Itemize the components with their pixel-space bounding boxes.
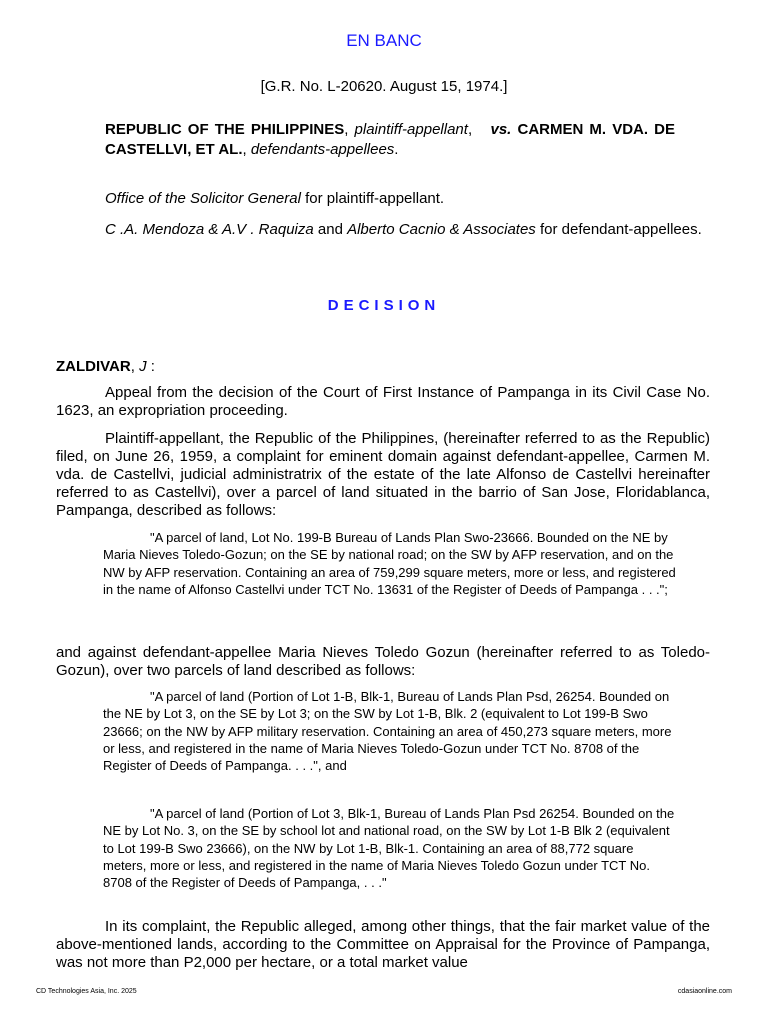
counsel-defendants-a: C .A. Mendoza & A.V . Raquiza	[105, 221, 314, 238]
paragraph-3: and against defendant-appellee Maria Nieves Toledo Gozun (hereinafter referred to as Toledo-Gozun), over two parcels of land described as follows:	[56, 644, 710, 679]
footer-website: cdasiaonline.com	[677, 988, 732, 995]
counsel-defendants	[56, 220, 710, 240]
ponente-name: ZALDIVAR	[56, 358, 131, 375]
plaintiff-role: plaintiff-appellant	[354, 121, 468, 138]
paragraph-4: In its complaint, the Republic alleged, among other things, that the fair market value of the above-mentioned lands, according to the Committee on Appraisal for the Province of Pampanga, was not more than P2,000 per hectare, or a total market value	[56, 918, 710, 971]
quote-2	[103, 688, 677, 774]
quote-3-text: "A parcel of land (Portion of Lot 3, Blk-1, Bureau of Lands Plan Psd 26254. Bounded on the NE by Lot No. 3, on the SE by school lot and national road, on the SW by Lot 1-B Blk 2 (equivalent to Lot 199-B Swo 23666), on the NW by Lot 1-B, Blk-1. Containing an area of 88,772 square meters, more or less, and registered in the name of Maria Nieves Toledo Gozun under TCT No. 8708 of the Register of Deeds of Pampanga, . . ."	[103, 806, 675, 891]
case-parties: REPUBLIC OF THE PHILIPPINES, plaintiff-appellant, vs. CARMEN M. VDA. DE CASTELLVI, ET AL., defendants-appellees.	[105, 121, 676, 158]
counsel-plaintiff-name: Office of the Solicitor General	[105, 190, 301, 207]
ponente-suffix: :	[146, 358, 155, 375]
plaintiff-name: REPUBLIC OF THE PHILIPPINES	[105, 121, 345, 138]
counsel-plaintiff-rest: for plaintiff-appellant.	[300, 190, 445, 207]
quote-3	[103, 805, 677, 891]
counsel-defendants-rest: for defendant-appellees.	[535, 221, 702, 238]
paragraph-2: Plaintiff-appellant, the Republic of the Philippines, (hereinafter referred to as the Republic) filed, on June 26, 1959, a complaint for eminent domain against defendant-appellee, Carmen M. vda. de Castellvi, judicial administratrix of the estate of the late Alfonso de Castellvi hereinafter referred to as Castellvi), over a parcel of land situated in the barrio of San Jose, Floridablanca, Pampanga, described as follows:	[56, 430, 710, 519]
versus: vs.	[490, 121, 512, 138]
quote-1	[103, 529, 677, 598]
counsel-plaintiff	[105, 190, 705, 207]
ponente-title: J	[139, 358, 147, 375]
case-number: [G.R. No. L-20620. August 15, 1974.]	[260, 78, 508, 95]
defendants-name: CARMEN M. VDA. DE CASTELLVI, ET AL.	[105, 121, 676, 158]
decision-heading: DECISION	[327, 297, 441, 314]
footer-copyright: CD Technologies Asia, Inc. 2025	[36, 988, 137, 995]
counsel-and: and	[313, 221, 348, 238]
quote-1-text: "A parcel of land, Lot No. 199-B Bureau of Lands Plan Swo-23666. Bounded on the NE by Maria Nieves Toledo-Gozun; on the SE by national road; on the SW by AFP reservation, and on the NW by AFP reservation. Containing an area of 759,299 square meters, more or less, and registered in the name of Alfonso Castellvi under TCT No. 13631 of the Register of Deeds of Pampanga . . .";	[103, 530, 676, 597]
ponente: ZALDIVAR, J :	[56, 358, 155, 375]
paragraph-1: Appeal from the decision of the Court of First Instance of Pampanga in its Civil Case No. 1623, an expropriation proceeding.	[56, 384, 710, 419]
defendants-role: defendants-appellees	[250, 141, 395, 158]
counsel-defendants-b: Alberto Cacnio & Associates	[347, 221, 536, 238]
division-heading: EN BANC	[346, 31, 422, 50]
quote-2-text: "A parcel of land (Portion of Lot 1-B, Blk-1, Bureau of Lands Plan Psd, 26254. Bounded on the NE by Lot 3, on the SE by Lot 3; on the SW by Lot 1-B, Blk. 2 (equivalent to Lot 199-B Swo 23666; on the NW by AFP military reservation. Containing an area of 450,273 square meters, more or less, and registered in the name of Maria Nieves Toledo-Gozun under TCT No. 8708 of the Register of Deeds of Pampanga. . . .", and	[103, 689, 672, 774]
